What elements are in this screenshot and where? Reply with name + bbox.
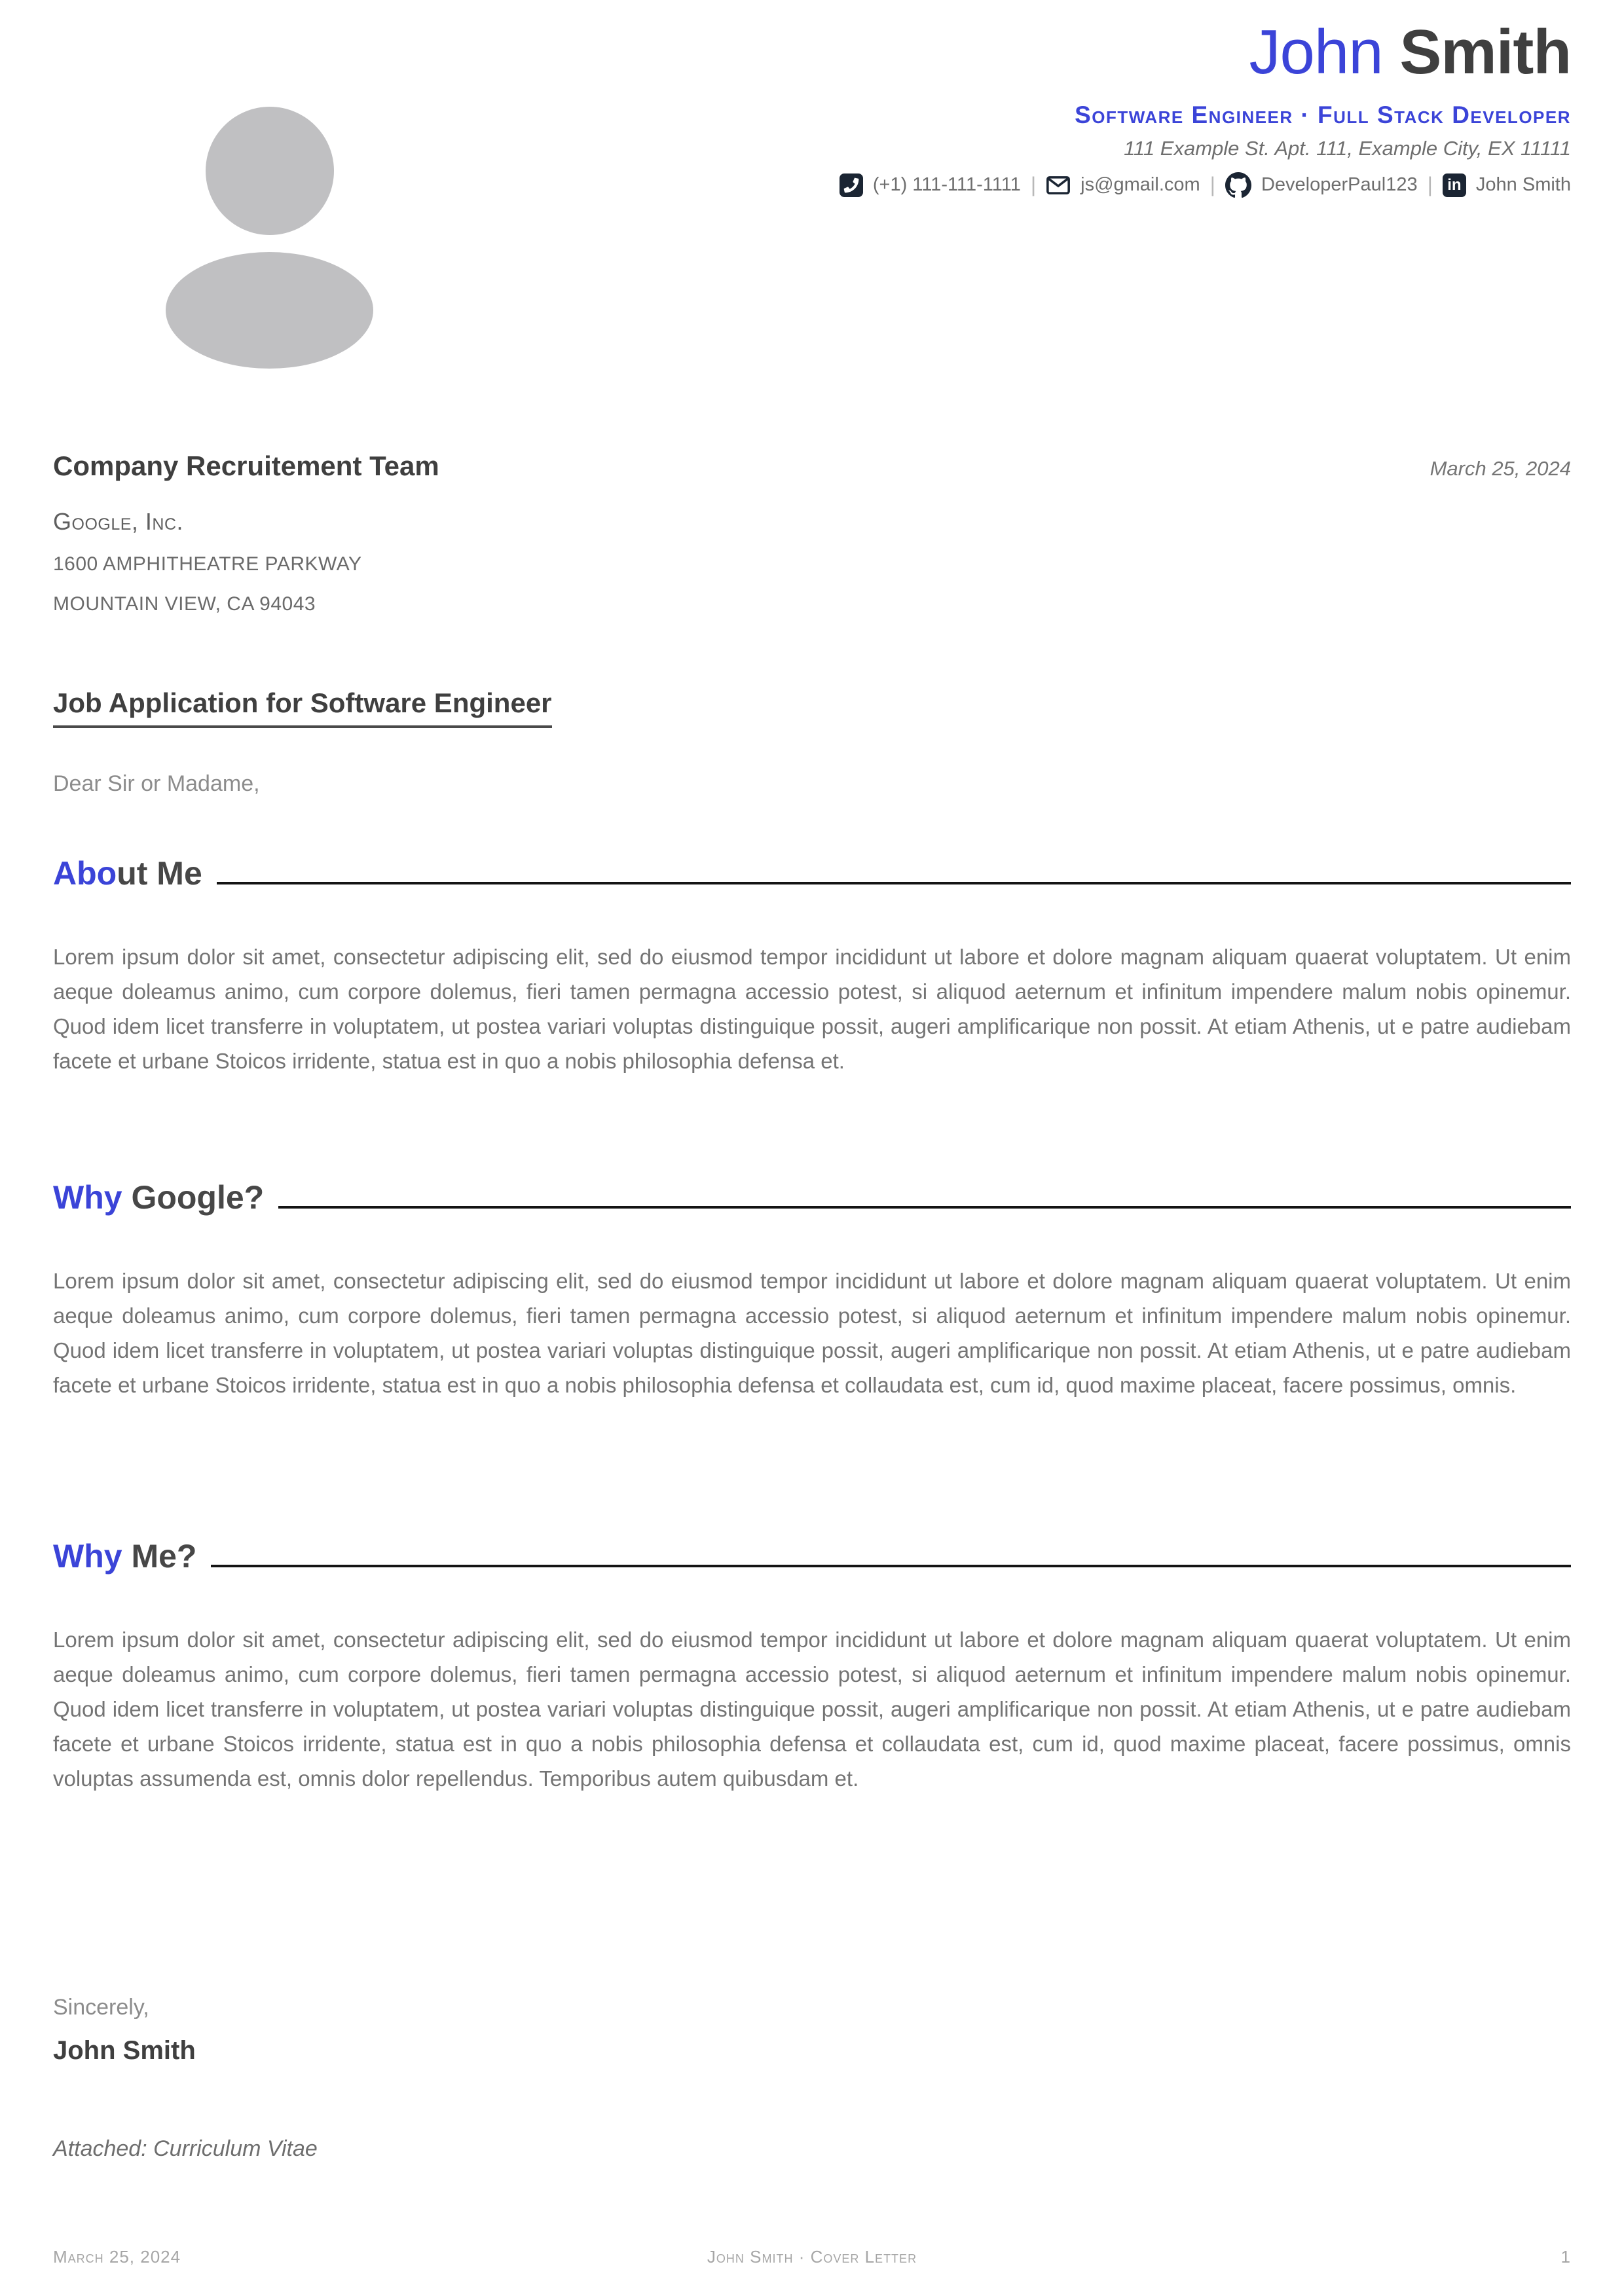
section-heading-why-me: [53, 1540, 1571, 1573]
section-title: About Me: [53, 855, 202, 892]
footer-date: March 25, 2024: [53, 2247, 181, 2267]
signature-name: John Smith: [53, 2036, 196, 2065]
attachment-note: Attached: Curriculum Vitae: [53, 2136, 318, 2161]
recipient-company: Google, Inc.: [53, 508, 184, 535]
section-paragraph: Lorem ipsum dolor sit amet, consectetur adipiscing elit, sed do eiusmod tempor incididunt ut labore et dolore magnam aliquam quaerat voluptatem. Ut enim aeque doleamus animo, cum corpore dolemus, fieri tamen permagna accessio potest, si aliquod aeternum et infinitum impendere malum nobis opinemur. Quod idem licet transferre in voluptatem, ut postea variari voluptas distinguique possit, augeri amplificarique non possit. At etiam Athenis, ut e patre audiebam facete et urbane Stoicos irridente, statua est in quo a nobis philosophia defensa et.: [53, 945, 1571, 1073]
email-address[interactable]: js@gmail.com: [1080, 174, 1200, 196]
section-heading-about-me: [53, 857, 1571, 890]
first-name: John: [1249, 17, 1383, 87]
avatar-head-shape: [206, 107, 334, 235]
letter-date: March 25, 2024: [1430, 457, 1571, 480]
section-paragraph: Lorem ipsum dolor sit amet, consectetur adipiscing elit, sed do eiusmod tempor incididunt ut labore et dolore magnam aliquam quaerat voluptatem. Ut enim aeque doleamus animo, cum corpore dolemus, fieri tamen permagna accessio potest, si aliquod aeternum et infinitum impendere malum nobis opinemur. Quod idem licet transferre in voluptatem, ut postea variari voluptas distinguique possit, augeri amplificarique non possit. At etiam Athenis, ut e patre audiebam facete et urbane Stoicos irridente, statua est in quo a nobis philosophia defensa et collaudata est, cum id, quod maxime placeat, facere possimus, omnis voluptas assumenda est, omnis dolor repellendus. Temporibus autem quibusdam et.: [53, 1628, 1571, 1791]
recipient-row: [53, 450, 1571, 482]
section-title: Why Me?: [53, 1538, 197, 1575]
phone-icon: [840, 173, 863, 197]
valediction: Sincerely,: [53, 1995, 149, 2020]
job-tagline: Software Engineer · Full Stack Developer: [1075, 101, 1571, 128]
subject-row: [53, 687, 1571, 728]
closing-block: [53, 1995, 1571, 2162]
person-avatar: [166, 107, 373, 369]
contact-line: [840, 172, 1571, 198]
section-paragraph: Lorem ipsum dolor sit amet, consectetur adipiscing elit, sed do eiusmod tempor incididunt ut labore et dolore magnam aliquam quaerat voluptatem. Ut enim aeque doleamus animo, cum corpore dolemus, fieri tamen permagna accessio potest, si aliquod aeternum et infinitum impendere malum nobis opinemur. Quod idem licet transferre in voluptatem, ut postea variari voluptas distinguique possit, augeri amplificarique non possit. At etiam Athenis, ut e patre audiebam facete et urbane Stoicos irridente, statua est in quo a nobis philosophia defensa et collaudata est, cum id, quod maxime placeat, facere possimus, omnis.: [53, 1269, 1571, 1397]
identity-block: [840, 17, 1571, 198]
section-rule: [217, 882, 1571, 884]
recipient-address-line2: MOUNTAIN VIEW, CA 94043: [53, 593, 316, 615]
page-title: [840, 17, 1571, 87]
recipient-address-line1: 1600 AMPHITHEATRE PARKWAY: [53, 553, 362, 575]
last-name: Smith: [1399, 17, 1571, 87]
linkedin-name[interactable]: John Smith: [1475, 174, 1571, 196]
section-title: Why Google?: [53, 1179, 265, 1216]
section-rule: [278, 1206, 1571, 1209]
phone-number[interactable]: (+1) 111-111-1111: [872, 174, 1021, 196]
footer-page-number: 1: [1560, 2247, 1571, 2267]
linkedin-icon: in: [1443, 173, 1466, 197]
salutation: Dear Sir or Madame,: [53, 771, 260, 796]
separator: |: [1427, 173, 1433, 197]
github-icon: [1225, 172, 1251, 198]
footer-document-title: John Smith · Cover Letter: [707, 2247, 917, 2267]
github-handle[interactable]: DeveloperPaul123: [1261, 174, 1418, 196]
recipient-address-block: [53, 508, 1571, 615]
subject-title: Job Application for Software Engineer: [53, 687, 552, 728]
recipient-team: Company Recruitement Team: [53, 450, 439, 481]
separator: |: [1209, 173, 1215, 197]
section-rule: [211, 1565, 1571, 1567]
avatar-shoulders-shape: [166, 252, 373, 369]
separator: |: [1030, 173, 1037, 197]
page-footer: [53, 2247, 1571, 2267]
street-address: 111 Example St. Apt. 111, Example City, EX 11111: [1124, 136, 1571, 160]
mail-icon: [1046, 173, 1071, 198]
section-heading-why-google: [53, 1181, 1571, 1214]
